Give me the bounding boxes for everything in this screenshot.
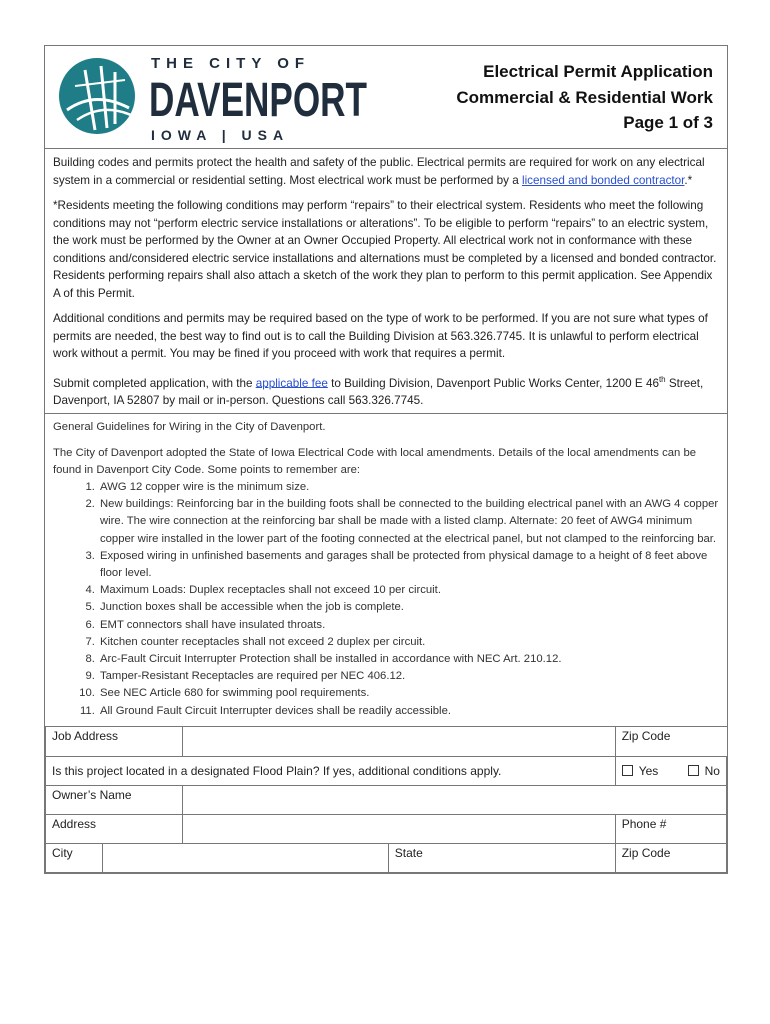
logo-line3: IOWA | USA <box>151 127 290 143</box>
list-item: 8. Arc-Fault Circuit Interrupter Protection shall be installed in accordance with NEC Art. 210.12. <box>98 651 719 668</box>
flood-plain-question: Is this project located in a designated Flood Plain? If yes, additional conditions apply. <box>46 756 616 785</box>
no-option[interactable]: No <box>688 764 720 778</box>
logo-line2: DAVENPORT <box>149 74 367 127</box>
list-item: 1. AWG 12 copper wire is the minimum size. <box>98 479 719 496</box>
form-title: Electrical Permit Application <box>483 62 713 81</box>
form-title-block <box>456 59 713 136</box>
owner-name-field[interactable] <box>183 785 727 814</box>
job-address-field[interactable] <box>183 726 616 756</box>
no-checkbox[interactable] <box>688 765 699 776</box>
list-item: 4. Maximum Loads: Duplex receptacles shall not exceed 10 per circuit. <box>98 582 719 599</box>
yes-option[interactable]: Yes <box>622 764 659 778</box>
intro-paragraph-4: Submit completed application, with the applicable fee to Building Division, Davenport Public Works Center, 1200 E 46th Street, Davenport, IA 52807 by mail or in-person. Questions call 563.326.7745. <box>53 374 704 407</box>
intro-paragraph-2: *Residents meeting the following conditions may perform “repairs” to their electrical system. Residents who meet the following conditions may not “perform electric service installations or alterations”. To be eligible to perform “repairs” to an electric system, the work must be performed by the Owner at an Owner Occupied Property. All electrical work not in conformance with these conditions and/considered electric service installations and alternations must be completed by a licensed and bonded contractor. Residents performing repairs shall also attach a sketch of the work they plan to perform to this permit application. See Appendix A of this Permit. <box>53 199 717 300</box>
logo-emblem <box>59 58 135 134</box>
licensed-contractor-link[interactable]: licensed and bonded contractor <box>521 173 685 187</box>
city-field[interactable] <box>102 843 388 872</box>
zip-code-label-2: Zip Code <box>615 843 726 872</box>
guidelines-section <box>45 414 727 725</box>
zip-code-label: Zip Code <box>615 726 726 756</box>
intro-section <box>45 149 727 414</box>
intro-paragraph-1: Building codes and permits protect the health and safety of the public. Electrical permits are required for work on any electrical system in a commercial or residential setting. Most electrical work must be performed by a licensed and bonded contractor.* <box>53 156 705 187</box>
applicable-fee-link[interactable]: applicable fee <box>255 376 328 390</box>
address-field[interactable] <box>183 814 616 843</box>
logo-line1: THE CITY OF <box>151 55 311 72</box>
list-item: 10. See NEC Article 680 for swimming pool requirements. <box>98 685 719 702</box>
list-item: 6. EMT connectors shall have insulated throats. <box>98 617 719 634</box>
guidelines-list <box>53 479 719 720</box>
owner-name-label: Owner’s Name <box>46 785 183 814</box>
city-label: City <box>46 843 103 872</box>
phone-label: Phone # <box>615 814 726 843</box>
list-item: 7. Kitchen counter receptacles shall not exceed 2 duplex per circuit. <box>98 634 719 651</box>
permit-form-frame <box>44 45 728 874</box>
job-address-label: Job Address <box>46 726 183 756</box>
state-label: State <box>388 843 615 872</box>
list-item: 3. Exposed wiring in unfinished basements and garages shall be protected from physical damage to a height of 8 feet above floor level. <box>98 548 719 582</box>
list-item: 11. All Ground Fault Circuit Interrupter devices shall be readily accessible. <box>98 703 719 720</box>
list-item: 9. Tamper-Resistant Receptacles are required per NEC 406.12. <box>98 668 719 685</box>
page-indicator: Page 1 of 3 <box>623 113 713 132</box>
city-logo <box>55 50 375 142</box>
flood-plain-options <box>615 756 726 785</box>
list-item: 5. Junction boxes shall be accessible when the job is complete. <box>98 599 719 616</box>
form-subtitle: Commercial & Residential Work <box>456 87 713 107</box>
list-item: 2. New buildings: Reinforcing bar in the building foots shall be connected to the building electrical panel with an AWG 4 copper wire. The wire connection at the reinforcing bar shall be made with a listed clamp. Alternate: 20 feet of AWG4 minimum copper wire installed in the lower part of the footing connected at the electrical panel, but not clamped to the reinforcing bar. <box>98 496 719 548</box>
guidelines-heading: General Guidelines for Wiring in the City of Davenport. <box>53 421 326 434</box>
intro-paragraph-3: Additional conditions and permits may be required based on the type of work to be performed. If you are not sure what types of permits are needed, the best way to find out is to call the Building Division at 563.326.7745. It is unlawful to perform electrical work without a permit. You may be fined if you proceed with work that requires a permit. <box>53 312 708 360</box>
yes-checkbox[interactable] <box>622 765 633 776</box>
form-header <box>45 46 727 149</box>
guidelines-intro: The City of Davenport adopted the State of Iowa Electrical Code with local amendments. Details of the local amendments can be found in Davenport City Code. Some points to remember are: <box>53 446 697 476</box>
applicant-info-table <box>45 726 727 873</box>
address-label: Address <box>46 814 183 843</box>
